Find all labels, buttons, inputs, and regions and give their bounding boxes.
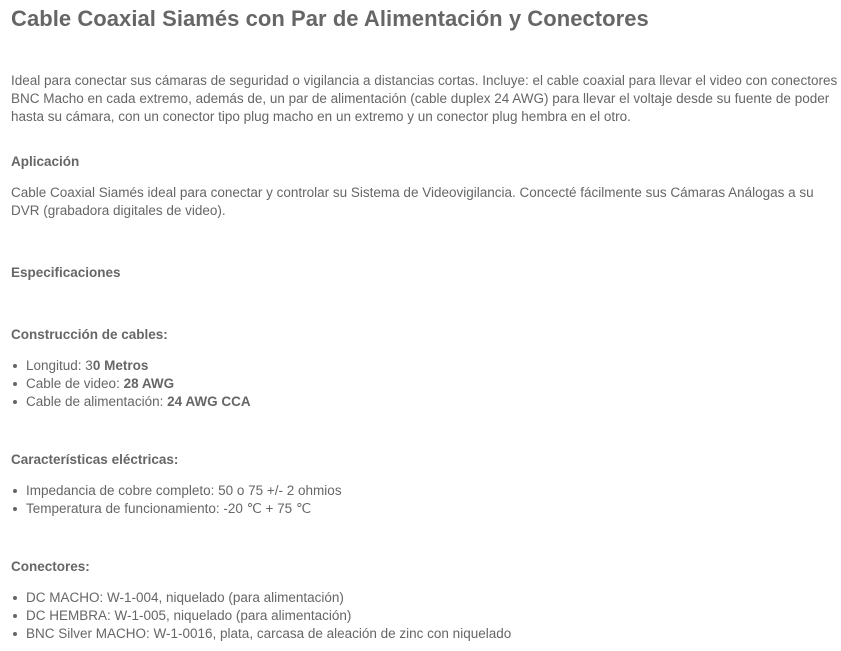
list-item: BNC Silver MACHO: W-1-0016, plata, carcasa de aleación de zinc con niquelado <box>11 625 511 643</box>
item-label: Cable de alimentación: <box>26 394 168 409</box>
list-item: Temperatura de funcionamiento: -20 ℃ + 75 ℃ <box>11 500 342 518</box>
conectores-list <box>11 589 511 643</box>
item-value: 24 AWG CCA <box>167 394 251 409</box>
item-value: 0 Metros <box>92 358 149 373</box>
intro-paragraph: Ideal para conectar sus cámaras de seguridad o vigilancia a distancias cortas. Incluye: el cable coaxial para llevar el video con conectores BNC Macho en cada extremo, además de, un par de alimentación (cable duplex 24 AWG) para llevar el voltaje desde su fuente de poder hasta su cámara, con un conector tipo plug macho en un extremo y un conector plug hembra en el otro. <box>11 73 838 124</box>
item-label: Cable de video: <box>26 376 124 391</box>
list-item <box>11 393 251 411</box>
conectores-heading: Conectores: <box>11 559 90 574</box>
list-item <box>11 375 251 393</box>
aplicacion-paragraph: Cable Coaxial Siamés ideal para conectar y controlar su Sistema de Videovigilancia. Concecté fácilmente sus Cámaras Análogas a su DVR (grabadora digitales de video). <box>11 185 814 218</box>
construccion-list <box>11 357 251 411</box>
list-item: Impedancia de cobre completo: 50 o 75 +/- 2 ohmios <box>11 482 342 500</box>
list-item: DC MACHO: W-1-004, niquelado (para alimentación) <box>11 589 511 607</box>
especificaciones-heading: Especificaciones <box>11 265 121 280</box>
construccion-heading: Construcción de cables: <box>11 327 168 342</box>
item-value: 28 AWG <box>123 376 175 391</box>
electricas-heading: Características eléctricas: <box>11 452 179 467</box>
page-title: Cable Coaxial Siamés con Par de Alimentación y Conectores <box>11 6 649 31</box>
item-label: Longitud: 3 <box>26 358 93 373</box>
aplicacion-heading: Aplicación <box>11 154 80 169</box>
list-item: DC HEMBRA: W-1-005, niquelado (para alimentación) <box>11 607 511 625</box>
list-item <box>11 357 251 375</box>
electricas-list <box>11 482 342 518</box>
